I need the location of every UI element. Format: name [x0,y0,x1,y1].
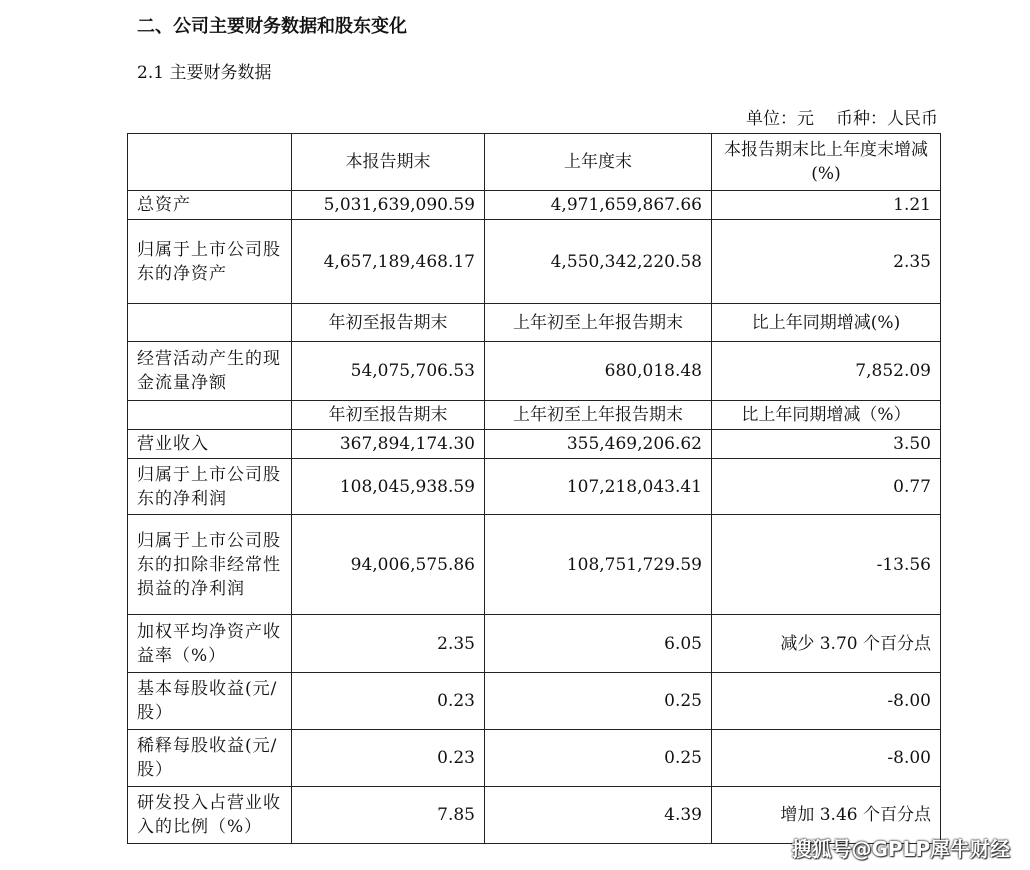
header-cell: 上年初至上年报告期末 [485,401,712,430]
table-row [128,430,941,459]
row-label: 基本每股收益(元/股） [128,673,292,730]
value-cell: 5,031,639,090.59 [292,191,485,220]
value-cell: 2.35 [712,220,941,304]
value-cell: 4,971,659,867.66 [485,191,712,220]
value-cell: 6.05 [485,615,712,673]
row-label: 营业收入 [128,430,292,459]
value-cell: 94,006,575.86 [292,515,485,615]
value-cell: 0.23 [292,673,485,730]
sub-section-title: 2.1 主要财务数据 [137,63,272,83]
value-cell: 3.50 [712,430,941,459]
value-cell: 减少 3.70 个百分点 [712,615,941,673]
table-row [128,615,941,673]
row-label: 归属于上市公司股东的净资产 [128,220,292,304]
row-label: 归属于上市公司股东的净利润 [128,459,292,515]
header-cell: 年初至报告期末 [292,401,485,430]
value-cell: -8.00 [712,730,941,787]
row-label: 总资产 [128,191,292,220]
value-cell: 4,550,342,220.58 [485,220,712,304]
value-cell: 2.35 [292,615,485,673]
header-cell: 年初至报告期末 [292,304,485,342]
header-cell: 比上年同期增减(%) [712,304,941,342]
source-watermark: 搜狐号@GPLP犀牛财经 [791,837,1010,861]
table-row [128,342,941,401]
table-row [128,459,941,515]
unit-label: 单位：元 [746,109,814,129]
table-row [128,673,941,730]
currency-label: 币种：人民币 [836,109,938,129]
value-cell: 680,018.48 [485,342,712,401]
table-row [128,220,941,304]
table-row [128,730,941,787]
value-cell: 7,852.09 [712,342,941,401]
table-header-row [128,304,941,342]
table-row [128,515,941,615]
value-cell: -8.00 [712,673,941,730]
value-cell: 7.85 [292,787,485,844]
value-cell: 0.25 [485,730,712,787]
header-cell: 上年度末 [485,134,712,191]
row-label: 归属于上市公司股东的扣除非经常性损益的净利润 [128,515,292,615]
value-cell: 4,657,189,468.17 [292,220,485,304]
header-cell [128,304,292,342]
value-cell: 355,469,206.62 [485,430,712,459]
value-cell: 367,894,174.30 [292,430,485,459]
header-cell [128,134,292,191]
value-cell: 1.21 [712,191,941,220]
unit-currency-line [746,106,938,132]
row-label: 经营活动产生的现金流量净额 [128,342,292,401]
financial-data-table [127,133,941,844]
value-cell: 0.77 [712,459,941,515]
header-cell: 比上年同期增减（%） [712,401,941,430]
header-cell: 本报告期末 [292,134,485,191]
section-title: 二、公司主要财务数据和股东变化 [137,16,407,37]
value-cell: 107,218,043.41 [485,459,712,515]
value-cell: 54,075,706.53 [292,342,485,401]
value-cell: 0.23 [292,730,485,787]
row-label: 研发投入占营业收入的比例（%） [128,787,292,844]
row-label: 加权平均净资产收益率（%） [128,615,292,673]
table-header-row [128,401,941,430]
header-cell: 上年初至上年报告期末 [485,304,712,342]
table-row [128,191,941,220]
value-cell: 108,045,938.59 [292,459,485,515]
value-cell: 108,751,729.59 [485,515,712,615]
table-header-row [128,134,941,191]
value-cell: 0.25 [485,673,712,730]
value-cell: 增加 3.46 个百分点 [712,787,941,844]
value-cell: -13.56 [712,515,941,615]
row-label: 稀释每股收益(元/股） [128,730,292,787]
value-cell: 4.39 [485,787,712,844]
header-cell [128,401,292,430]
header-cell: 本报告期末比上年度末增减(%) [712,134,941,191]
